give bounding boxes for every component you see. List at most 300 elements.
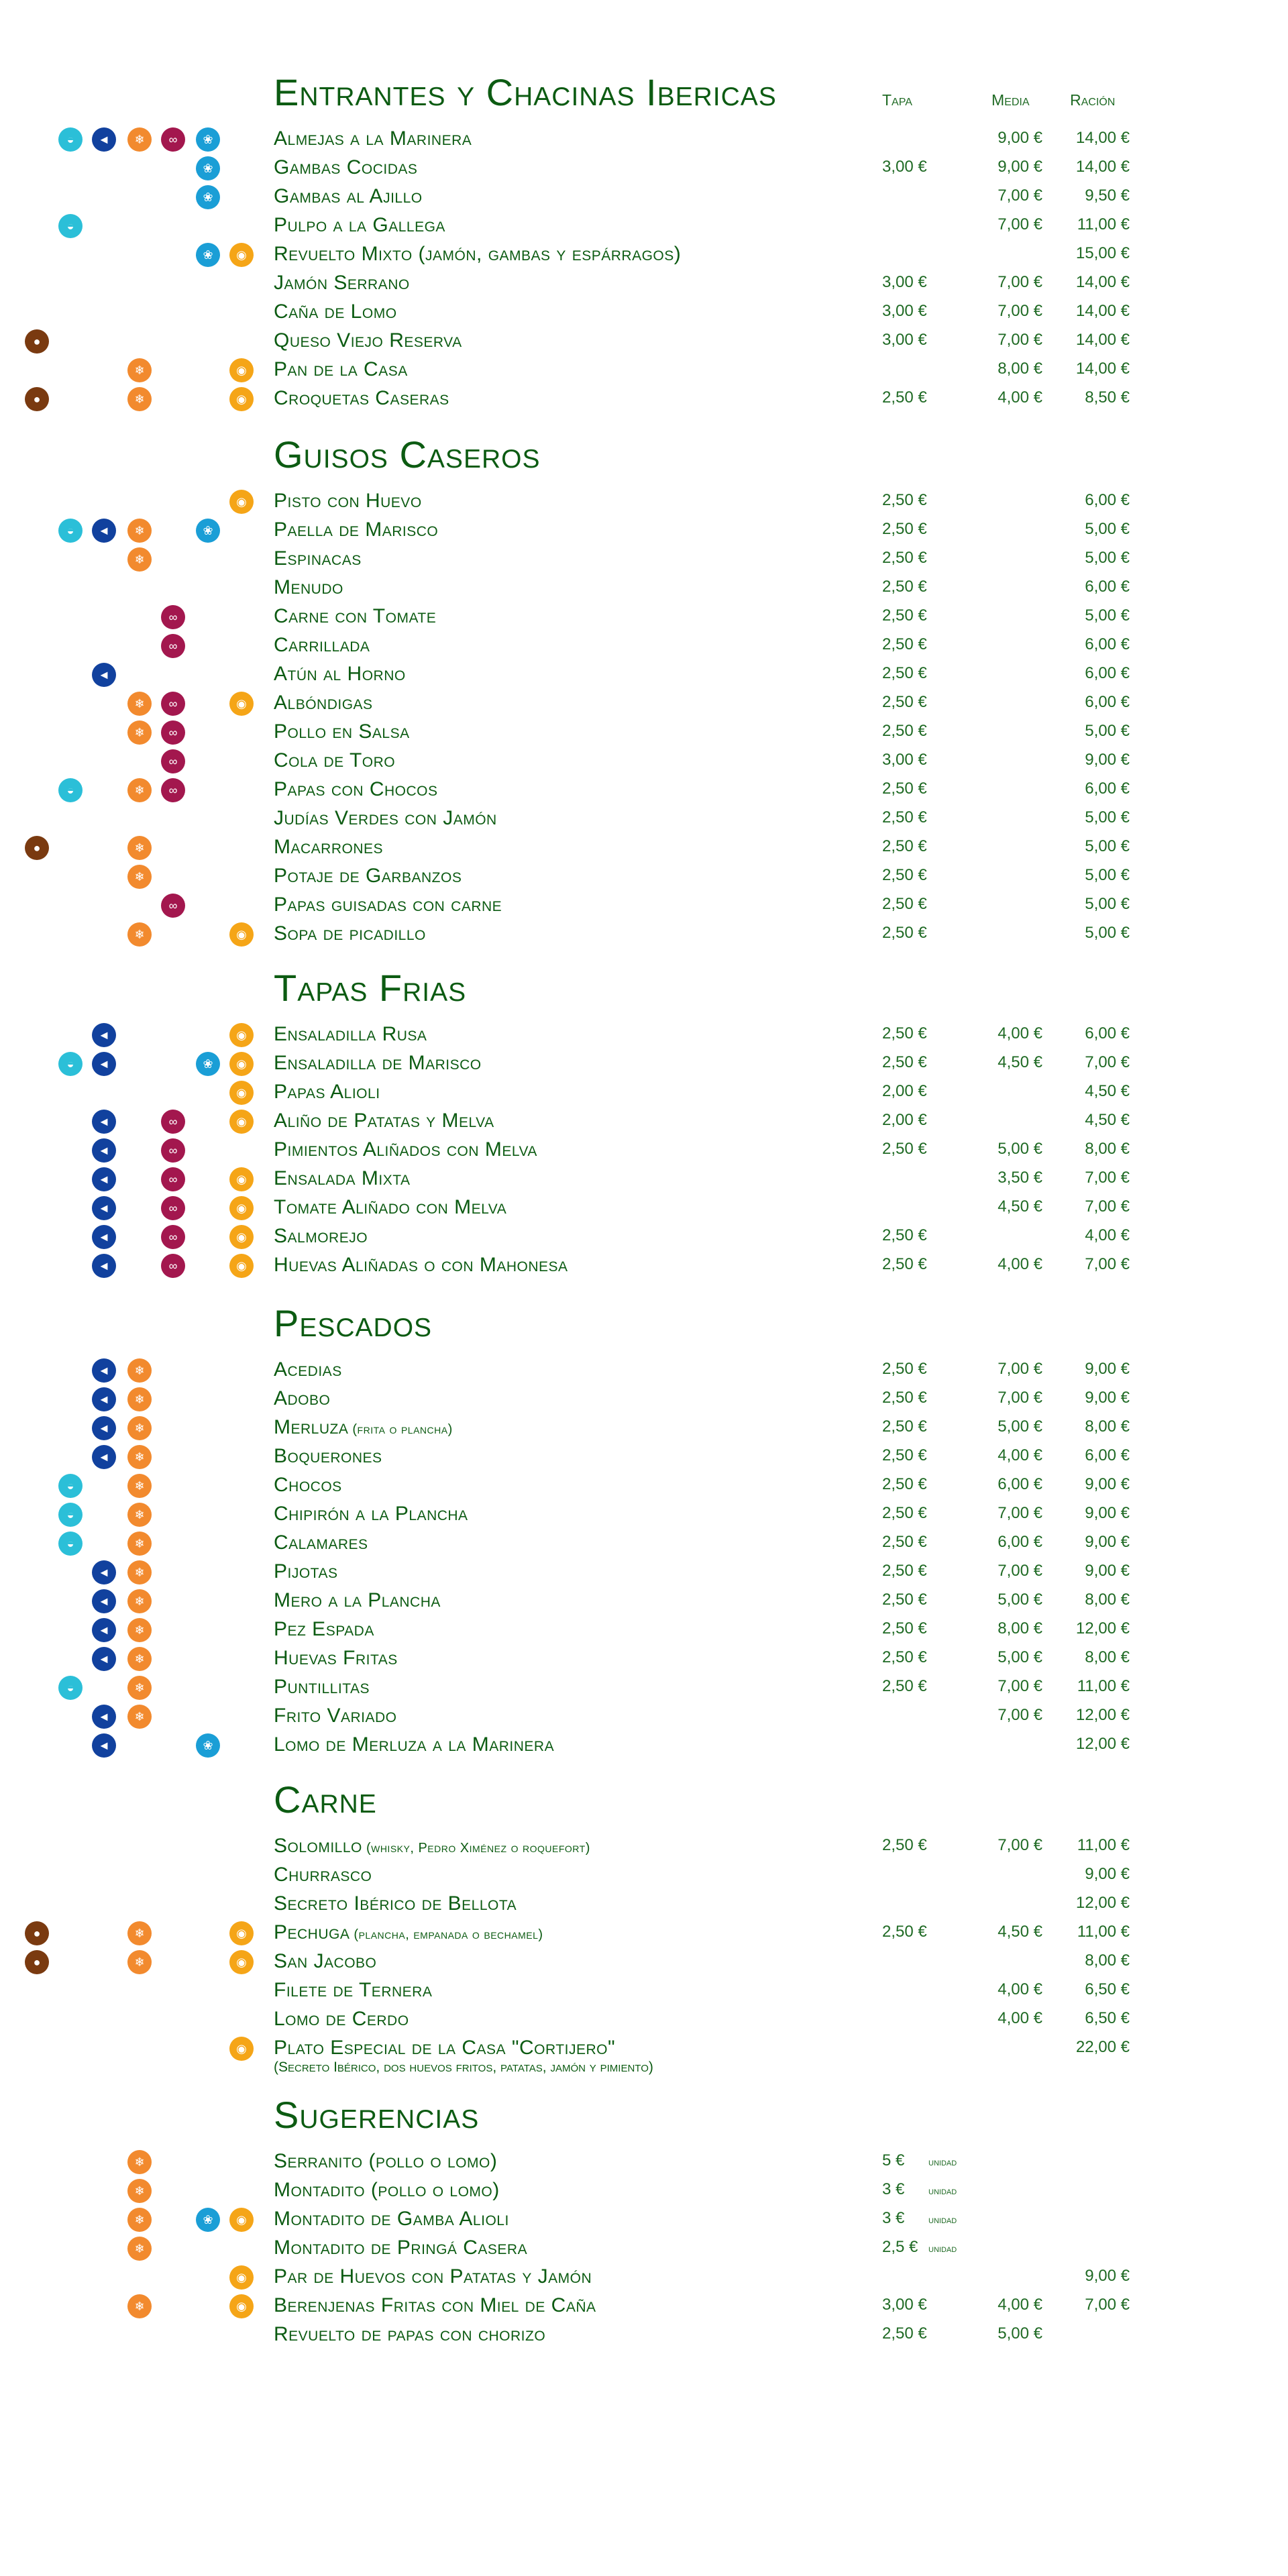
menu-item: [0, 661, 1288, 690]
section-title: Pescados: [274, 1302, 433, 1344]
price-media: 4,50 €: [998, 1053, 1042, 1071]
price-racion: 6,00 €: [1085, 635, 1130, 653]
price-tapa: 2,00 €: [882, 1082, 927, 1100]
menu-item: [0, 1703, 1288, 1732]
price-racion: 8,50 €: [1085, 388, 1130, 407]
price-media: 6,00 €: [998, 1475, 1042, 1493]
crab-allergen-icon: ❀: [196, 2208, 220, 2232]
menu-item: [0, 1079, 1288, 1108]
price-media: 7,00 €: [998, 273, 1042, 291]
price-tapa: 2,50 €: [882, 1677, 927, 1695]
price-racion: 9,00 €: [1085, 1504, 1130, 1522]
milk-allergen-icon: ◉: [229, 922, 254, 947]
price-tapa: 2,50 €: [882, 1619, 927, 1638]
item-note: (whisky, Pedro Ximénez o roquefort): [362, 1841, 590, 1856]
price-media: 4,00 €: [998, 2296, 1042, 2314]
price-racion: 8,00 €: [1085, 1648, 1130, 1666]
menu-item: [0, 863, 1288, 892]
wheat-allergen-icon: ❄: [127, 2237, 152, 2261]
item-name: Gambas al Ajillo: [274, 185, 423, 207]
price-media: 7,00 €: [998, 186, 1042, 205]
column-header-racion: Ración: [1070, 91, 1116, 109]
shell-allergen-icon: ◒: [58, 1532, 83, 1556]
fish-allergen-icon: ◄: [92, 1618, 116, 1642]
shell-allergen-icon: ◒: [58, 127, 83, 152]
price-tapa: 2,50 €: [882, 491, 927, 509]
menu-item: [0, 2235, 1288, 2264]
price-racion: 5,00 €: [1085, 722, 1130, 740]
menu-item: [0, 1166, 1288, 1195]
fish-allergen-icon: ◄: [92, 1138, 116, 1163]
menu-item: [0, 1137, 1288, 1166]
wheat-allergen-icon: ❄: [127, 1618, 152, 1642]
price-racion: 5,00 €: [1085, 606, 1130, 625]
price-racion: 6,00 €: [1085, 578, 1130, 596]
item-name: Menudo: [274, 576, 343, 598]
price-media: 9,00 €: [998, 129, 1042, 147]
nut-allergen-icon: ●: [25, 1950, 49, 1974]
wheat-allergen-icon: ❄: [127, 1705, 152, 1729]
egg-allergen-icon: ∞: [161, 127, 185, 152]
wheat-allergen-icon: ❄: [127, 1589, 152, 1613]
price-tapa: 2,50 €: [882, 780, 927, 798]
wheat-allergen-icon: ❄: [127, 1950, 152, 1974]
wheat-allergen-icon: ❄: [127, 1387, 152, 1411]
price-media: 7,00 €: [998, 1504, 1042, 1522]
price-tapa: 2,50 €: [882, 1475, 927, 1493]
item-name: Ensalada Mixta: [274, 1167, 411, 1189]
price-racion: 7,00 €: [1085, 2296, 1130, 2314]
menu-item: [0, 1617, 1288, 1646]
item-name: Merluza (frita o plancha): [274, 1416, 453, 1438]
item-name: Solomillo (whisky, Pedro Ximénez o roquefort): [274, 1835, 590, 1857]
milk-allergen-icon: ◉: [229, 1023, 254, 1047]
wheat-allergen-icon: ❄: [127, 547, 152, 572]
price-racion: 8,00 €: [1085, 1140, 1130, 1158]
item-name: Revuelto de papas con chorizo: [274, 2323, 546, 2345]
shell-allergen-icon: ◒: [58, 778, 83, 802]
price-racion: 7,00 €: [1085, 1197, 1130, 1216]
menu-item: [0, 892, 1288, 921]
item-name: Plato Especial de la Casa "Cortijero": [274, 2037, 616, 2059]
wheat-allergen-icon: ❄: [127, 1921, 152, 1945]
section-title: Guisos Caseros: [274, 433, 541, 476]
fish-allergen-icon: ◄: [92, 1387, 116, 1411]
price-tapa: 3,00 €: [882, 2296, 927, 2314]
price-tapa: 2,50 €: [882, 837, 927, 855]
price-racion: 12,00 €: [1075, 1735, 1130, 1753]
price-unit: unidad: [928, 2157, 957, 2168]
fish-allergen-icon: ◄: [92, 1196, 116, 1220]
milk-allergen-icon: ◉: [229, 1196, 254, 1220]
item-note: (plancha, empanada o bechamel): [350, 1927, 543, 1942]
egg-allergen-icon: ∞: [161, 720, 185, 745]
fish-allergen-icon: ◄: [92, 1023, 116, 1047]
price-tapa: 2,50 €: [882, 1648, 927, 1666]
price-tapa: 2,50 €: [882, 1360, 927, 1378]
item-name: Pijotas: [274, 1560, 338, 1582]
fish-allergen-icon: ◄: [92, 1733, 116, 1758]
price-tapa: 2,50 €: [882, 866, 927, 884]
item-name: Huevas Aliñadas o con Mahonesa: [274, 1254, 568, 1276]
wheat-allergen-icon: ❄: [127, 692, 152, 716]
price-racion: 22,00 €: [1075, 2038, 1130, 2056]
milk-allergen-icon: ◉: [229, 2294, 254, 2318]
item-name: Cola de Toro: [274, 749, 396, 771]
fish-allergen-icon: ◄: [92, 1560, 116, 1585]
fish-allergen-icon: ◄: [92, 1052, 116, 1076]
price-tapa: 2,50 €: [882, 1389, 927, 1407]
item-name: Salmorejo: [274, 1225, 368, 1247]
price-racion: 5,00 €: [1085, 895, 1130, 913]
price-tapa: 2,50 €: [882, 1923, 927, 1941]
price-tapa: 2,00 €: [882, 1111, 927, 1129]
wheat-allergen-icon: ❄: [127, 1560, 152, 1585]
price-tapa: 2,50 €: [882, 1504, 927, 1522]
milk-allergen-icon: ◉: [229, 1225, 254, 1249]
menu-item: [0, 386, 1288, 415]
price-tapa: 2,50 €: [882, 520, 927, 538]
price-media: 4,00 €: [998, 388, 1042, 407]
menu-item: [0, 2178, 1288, 2206]
menu-item: [0, 748, 1288, 777]
shell-allergen-icon: ◒: [58, 1474, 83, 1498]
wheat-allergen-icon: ❄: [127, 1676, 152, 1700]
price-racion: 9,00 €: [1085, 1360, 1130, 1378]
wheat-allergen-icon: ❄: [127, 387, 152, 411]
item-name: Croquetas Caseras: [274, 387, 449, 409]
fish-allergen-icon: ◄: [92, 127, 116, 152]
section-title: Sugerencias: [274, 2094, 480, 2136]
egg-allergen-icon: ∞: [161, 1110, 185, 1134]
item-name: Chocos: [274, 1474, 342, 1496]
item-name: Puntillitas: [274, 1676, 370, 1698]
milk-allergen-icon: ◉: [229, 1254, 254, 1278]
menu-item: [0, 1646, 1288, 1674]
item-name: Revuelto Mixto (jamón, gambas y espárragos): [274, 243, 682, 265]
menu-item: [0, 1415, 1288, 1444]
menu-item: [0, 328, 1288, 357]
price-racion: 6,00 €: [1085, 1024, 1130, 1042]
egg-allergen-icon: ∞: [161, 749, 185, 773]
price-tapa: 2,50 €: [882, 1417, 927, 1436]
price-tapa: 2,50 €: [882, 924, 927, 942]
shell-allergen-icon: ◒: [58, 214, 83, 238]
egg-allergen-icon: ∞: [161, 692, 185, 716]
price-tapa: 2,5 €: [882, 2238, 918, 2256]
milk-allergen-icon: ◉: [229, 1921, 254, 1945]
crab-allergen-icon: ❀: [196, 156, 220, 180]
menu-item: [0, 241, 1288, 270]
price-racion: 14,00 €: [1075, 129, 1130, 147]
menu-item: [0, 1920, 1288, 1949]
price-media: 4,00 €: [998, 1255, 1042, 1273]
menu-item: [0, 1472, 1288, 1501]
price-media: 3,50 €: [998, 1169, 1042, 1187]
wheat-allergen-icon: ❄: [127, 519, 152, 543]
price-racion: 5,00 €: [1085, 520, 1130, 538]
wheat-allergen-icon: ❄: [127, 2150, 152, 2174]
price-tapa: 2,50 €: [882, 2324, 927, 2343]
price-racion: 5,00 €: [1085, 924, 1130, 942]
item-name: Montadito de Pringá Casera: [274, 2237, 528, 2259]
price-media: 7,00 €: [998, 302, 1042, 320]
menu-item: [0, 575, 1288, 604]
item-name: Aliño de Patatas y Melva: [274, 1110, 494, 1132]
nut-allergen-icon: ●: [25, 1921, 49, 1945]
fish-allergen-icon: ◄: [92, 1110, 116, 1134]
price-media: 7,00 €: [998, 1360, 1042, 1378]
price-media: 7,00 €: [998, 1389, 1042, 1407]
milk-allergen-icon: ◉: [229, 387, 254, 411]
price-tapa: 2,50 €: [882, 549, 927, 567]
price-media: 4,50 €: [998, 1197, 1042, 1216]
egg-allergen-icon: ∞: [161, 1167, 185, 1191]
wheat-allergen-icon: ❄: [127, 1416, 152, 1440]
item-name: Caña de Lomo: [274, 301, 397, 323]
item-name: Filete de Ternera: [274, 1979, 433, 2001]
price-racion: 6,00 €: [1085, 1446, 1130, 1464]
price-racion: 9,00 €: [1085, 1389, 1130, 1407]
fish-allergen-icon: ◄: [92, 1705, 116, 1729]
price-racion: 14,00 €: [1075, 360, 1130, 378]
wheat-allergen-icon: ❄: [127, 2294, 152, 2318]
price-unit: unidad: [928, 2186, 957, 2197]
item-name: Paella de Marisco: [274, 519, 439, 541]
price-racion: 11,00 €: [1077, 215, 1130, 233]
shell-allergen-icon: ◒: [58, 519, 83, 543]
item-name: Par de Huevos con Patatas y Jamón: [274, 2265, 592, 2288]
price-racion: 9,00 €: [1085, 1475, 1130, 1493]
fish-allergen-icon: ◄: [92, 1358, 116, 1383]
menu-item: [0, 1862, 1288, 1891]
menu-item: [0, 1444, 1288, 1472]
item-name: Lomo de Merluza a la Marinera: [274, 1733, 555, 1756]
price-tapa: 2,50 €: [882, 1024, 927, 1042]
price-racion: 9,50 €: [1085, 186, 1130, 205]
price-racion: 14,00 €: [1075, 158, 1130, 176]
item-name: Espinacas: [274, 547, 362, 570]
price-racion: 12,00 €: [1075, 1894, 1130, 1912]
fish-allergen-icon: ◄: [92, 1589, 116, 1613]
item-name: Atún al Horno: [274, 663, 406, 685]
item-name: Judías Verdes con Jamón: [274, 807, 497, 829]
price-racion: 5,00 €: [1085, 837, 1130, 855]
wheat-allergen-icon: ❄: [127, 358, 152, 382]
menu-item: [0, 1357, 1288, 1386]
menu-item: [0, 517, 1288, 546]
price-tapa: 2,50 €: [882, 895, 927, 913]
price-racion: 5,00 €: [1085, 808, 1130, 826]
price-tapa: 2,50 €: [882, 1226, 927, 1244]
menu-item: [0, 835, 1288, 863]
milk-allergen-icon: ◉: [229, 1110, 254, 1134]
price-unit: unidad: [928, 2243, 957, 2255]
price-racion: 4,50 €: [1085, 1111, 1130, 1129]
egg-allergen-icon: ∞: [161, 1196, 185, 1220]
menu-item: [0, 2293, 1288, 2322]
menu-item: [0, 1978, 1288, 2006]
item-name: Frito Variado: [274, 1705, 397, 1727]
section-title: Carne: [274, 1778, 377, 1821]
item-name: Sopa de picadillo: [274, 922, 426, 945]
price-tapa: 2,50 €: [882, 722, 927, 740]
menu-item: [0, 184, 1288, 213]
milk-allergen-icon: ◉: [229, 2037, 254, 2061]
price-media: 4,00 €: [998, 1024, 1042, 1042]
item-name: Boquerones: [274, 1445, 382, 1467]
shell-allergen-icon: ◒: [58, 1503, 83, 1527]
price-racion: 11,00 €: [1077, 1836, 1130, 1854]
price-tapa: 2,50 €: [882, 1053, 927, 1071]
price-racion: 7,00 €: [1085, 1255, 1130, 1273]
price-racion: 4,00 €: [1085, 1226, 1130, 1244]
section-title: Entrantes y Chacinas Ibericas: [274, 71, 777, 113]
fish-allergen-icon: ◄: [92, 1254, 116, 1278]
price-racion: 7,00 €: [1085, 1053, 1130, 1071]
price-racion: 12,00 €: [1075, 1706, 1130, 1724]
crab-allergen-icon: ❀: [196, 1052, 220, 1076]
milk-allergen-icon: ◉: [229, 1167, 254, 1191]
egg-allergen-icon: ∞: [161, 778, 185, 802]
menu-item: [0, 633, 1288, 661]
item-name: Pez Espada: [274, 1618, 374, 1640]
item-name: Calamares: [274, 1532, 368, 1554]
item-name: Mero a la Plancha: [274, 1589, 441, 1611]
price-tapa: 2,50 €: [882, 1533, 927, 1551]
menu-item: [0, 2149, 1288, 2178]
menu-item: [0, 2035, 1288, 2075]
price-media: 7,00 €: [998, 215, 1042, 233]
price-tapa: 3,00 €: [882, 331, 927, 349]
price-racion: 9,00 €: [1085, 1533, 1130, 1551]
price-tapa: 3,00 €: [882, 302, 927, 320]
menu-item: [0, 1386, 1288, 1415]
column-header-tapa: Tapa: [882, 91, 912, 109]
menu-item: [0, 806, 1288, 835]
milk-allergen-icon: ◉: [229, 1950, 254, 1974]
fish-allergen-icon: ◄: [92, 663, 116, 687]
price-media: 7,00 €: [998, 331, 1042, 349]
menu-item: [0, 1949, 1288, 1978]
crab-allergen-icon: ❀: [196, 519, 220, 543]
item-name: Papas Alioli: [274, 1081, 380, 1103]
price-media: 5,00 €: [998, 2324, 1042, 2343]
price-tapa: 2,50 €: [882, 578, 927, 596]
price-racion: 12,00 €: [1075, 1619, 1130, 1638]
menu-item: [0, 126, 1288, 155]
price-racion: 6,50 €: [1085, 1980, 1130, 1998]
price-media: 5,00 €: [998, 1591, 1042, 1609]
item-name: Pan de la Casa: [274, 358, 408, 380]
crab-allergen-icon: ❀: [196, 1733, 220, 1758]
price-tapa: 2,50 €: [882, 808, 927, 826]
fish-allergen-icon: ◄: [92, 519, 116, 543]
price-racion: 6,00 €: [1085, 664, 1130, 682]
price-racion: 11,00 €: [1077, 1677, 1130, 1695]
item-name: Ensaladilla de Marisco: [274, 1052, 482, 1074]
wheat-allergen-icon: ❄: [127, 2208, 152, 2232]
menu-item: [0, 1108, 1288, 1137]
menu-item: [0, 719, 1288, 748]
price-media: 4,00 €: [998, 2009, 1042, 2027]
price-tapa: 3,00 €: [882, 751, 927, 769]
menu-item: [0, 1224, 1288, 1252]
milk-allergen-icon: ◉: [229, 358, 254, 382]
price-tapa: 2,50 €: [882, 693, 927, 711]
milk-allergen-icon: ◉: [229, 2208, 254, 2232]
fish-allergen-icon: ◄: [92, 1167, 116, 1191]
egg-allergen-icon: ∞: [161, 605, 185, 629]
wheat-allergen-icon: ❄: [127, 720, 152, 745]
item-name: San Jacobo: [274, 1950, 377, 1972]
menu-item: [0, 1588, 1288, 1617]
price-racion: 6,00 €: [1085, 693, 1130, 711]
milk-allergen-icon: ◉: [229, 1052, 254, 1076]
price-tapa: 3 €: [882, 2180, 905, 2198]
price-racion: 9,00 €: [1085, 751, 1130, 769]
wheat-allergen-icon: ❄: [127, 1445, 152, 1469]
item-name: Chipirón a la Plancha: [274, 1503, 468, 1525]
item-name: Papas guisadas con carne: [274, 894, 502, 916]
item-description: (Secreto Ibérico, dos huevos fritos, patatas, jamón y pimiento): [274, 2059, 653, 2075]
price-tapa: 2,50 €: [882, 1255, 927, 1273]
shell-allergen-icon: ◒: [58, 1052, 83, 1076]
price-tapa: 2,50 €: [882, 606, 927, 625]
price-tapa: 2,50 €: [882, 1446, 927, 1464]
item-name: Albóndigas: [274, 692, 373, 714]
price-tapa: 2,50 €: [882, 1140, 927, 1158]
price-tapa: 5 €: [882, 2151, 905, 2169]
item-name: Acedias: [274, 1358, 342, 1381]
item-name: Pimientos Aliñados con Melva: [274, 1138, 537, 1161]
price-tapa: 2,50 €: [882, 1591, 927, 1609]
price-racion: 4,50 €: [1085, 1082, 1130, 1100]
menu-item: [0, 2206, 1288, 2235]
price-tapa: 3,00 €: [882, 158, 927, 176]
price-tapa: 3,00 €: [882, 273, 927, 291]
crab-allergen-icon: ❀: [196, 127, 220, 152]
item-name: Potaje de Garbanzos: [274, 865, 462, 887]
menu-item: [0, 2264, 1288, 2293]
fish-allergen-icon: ◄: [92, 1445, 116, 1469]
nut-allergen-icon: ●: [25, 836, 49, 860]
price-racion: 9,00 €: [1085, 2267, 1130, 2285]
price-tapa: 2,50 €: [882, 1562, 927, 1580]
menu-item: [0, 270, 1288, 299]
price-racion: 8,00 €: [1085, 1951, 1130, 1970]
section-title: Tapas Frias: [274, 967, 467, 1009]
shell-allergen-icon: ◒: [58, 1676, 83, 1700]
egg-allergen-icon: ∞: [161, 634, 185, 658]
wheat-allergen-icon: ❄: [127, 836, 152, 860]
crab-allergen-icon: ❀: [196, 243, 220, 267]
item-name: Carrillada: [274, 634, 370, 656]
item-name: Pollo en Salsa: [274, 720, 410, 743]
item-name: Queso Viejo Reserva: [274, 329, 462, 352]
menu-item: [0, 1732, 1288, 1761]
wheat-allergen-icon: ❄: [127, 778, 152, 802]
item-name: Secreto Ibérico de Bellota: [274, 1892, 517, 1915]
item-name: Carne con Tomate: [274, 605, 437, 627]
price-media: 7,00 €: [998, 1706, 1042, 1724]
item-note: (frita o plancha): [348, 1422, 453, 1437]
menu-item: [0, 357, 1288, 386]
item-name: Lomo de Cerdo: [274, 2008, 409, 2030]
menu-item: [0, 1252, 1288, 1281]
price-media: 5,00 €: [998, 1648, 1042, 1666]
item-name: Macarrones: [274, 836, 384, 858]
